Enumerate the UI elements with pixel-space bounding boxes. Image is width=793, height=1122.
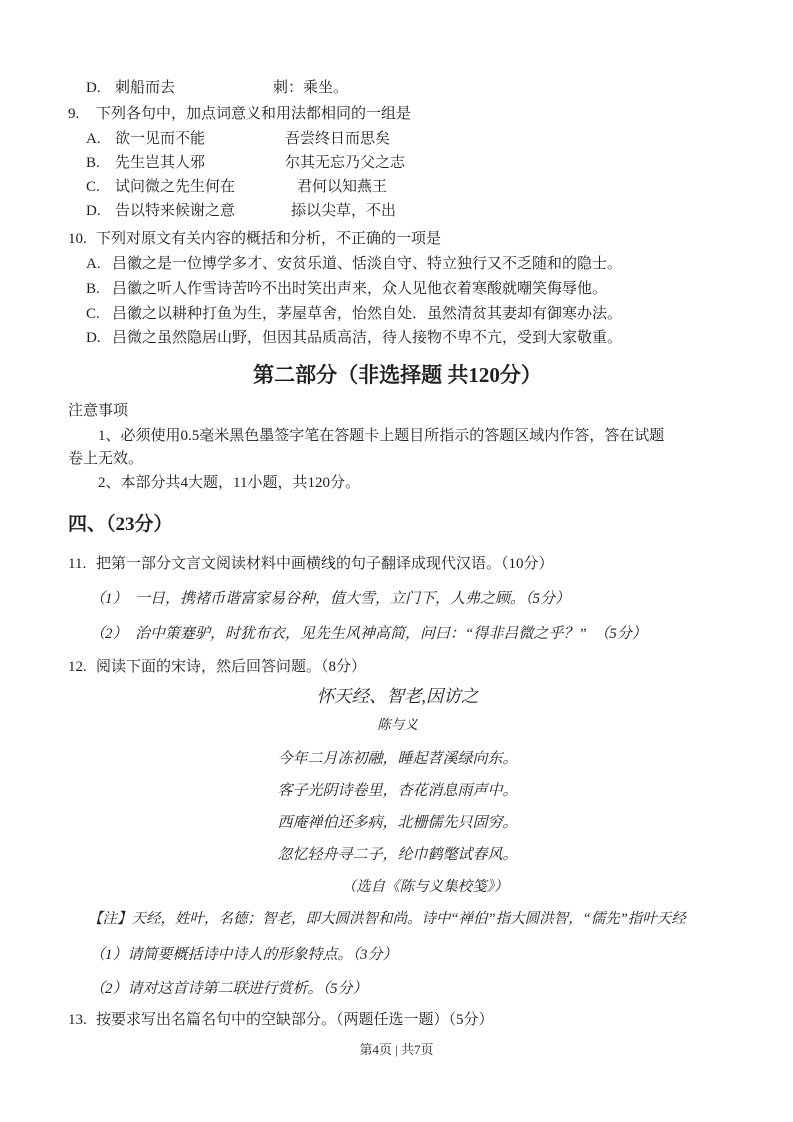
option-text: 吕徽之以耕种打鱼为生，茅屋草舍，怡然自处．虽然清贫其妻却有御寒办法。 [112, 306, 623, 322]
option-label: A. [86, 131, 101, 147]
poem-line-1: 今年二月冻初融，睡起苕溪绿向东。 [277, 751, 518, 767]
option-label: A. [86, 256, 101, 272]
notice-item-1-line-1: 1、必须使用0.5毫米黑色墨签字笔在答题卡上题目所指示的答题区域内作答，答在试题 [98, 427, 665, 444]
poem-note: 【注】天经，姓叶，名德；智老，即大圆洪智和尚。诗中“禅伯”指大圆洪智，“儒先”指叶天经 [88, 911, 686, 927]
option-label: D. [86, 203, 101, 219]
question-text: 阅读下面的宋诗，然后回答问题。（8分） [96, 659, 367, 675]
question-text: 把第一部分文言文阅读材料中画横线的句子翻译成现代汉语。（10分） [96, 556, 554, 572]
option-right: 尔其无忘乃父之志 [285, 155, 406, 171]
poem-title: 怀天经、智老,因访之 [316, 686, 479, 706]
question-number: 9. [68, 106, 80, 122]
option-text: 吕微之虽然隐居山野，但因其品质高洁，待人接物不卑不亢，受到大家敬重。 [112, 330, 623, 346]
q10-option-a [68, 253, 727, 276]
option-label: B. [86, 281, 100, 297]
poem-line-3: 西庵禅伯还多病，北栅儒先只固穷。 [277, 815, 518, 831]
option-right: 君何以知燕王 [297, 179, 388, 195]
option-right: 吾尝终日而思矣 [285, 131, 391, 147]
option-phrase: 刺船而去 [115, 80, 176, 96]
q12-sub-2: （2）请对这首诗第二联进行赏析。（5分） [90, 981, 368, 997]
poem-block [68, 683, 727, 898]
option-left: 欲一见而不能 [115, 131, 206, 147]
poem-line-2: 客子光阴诗卷里，杏花消息雨声中。 [277, 783, 518, 799]
poem-line-4: 忽忆轻舟寻二子，纶巾鹤氅试春风。 [277, 847, 518, 863]
question-number: 10. [68, 231, 87, 247]
q9-stem [68, 103, 727, 126]
option-left: 告以特来候谢之意 [115, 203, 236, 219]
option-left: 试问微之先生何在 [115, 179, 236, 195]
q11-sub-2: （2） 治中策蹇驴，时犹布衣，见先生风神高简，问曰：“得非吕微之乎？” （5分） [90, 626, 647, 642]
question-number: 11. [68, 556, 87, 572]
q11-stem [68, 553, 727, 576]
q9-option-c [68, 176, 727, 199]
option-label: C. [86, 179, 100, 195]
q9-option-b [68, 152, 727, 175]
q13-stem [68, 1009, 727, 1032]
option-label: D. [86, 330, 101, 346]
notice-heading: 注意事项 [68, 403, 129, 419]
option-gloss: 刺：乘坐。 [273, 80, 349, 96]
question-number: 13. [68, 1012, 87, 1028]
q12-sub-1: （1）请简要概括诗中诗人的形象特点。（3分） [90, 947, 398, 963]
option-left: 先生岂其人邪 [115, 155, 206, 171]
q12-stem [68, 656, 727, 679]
option-right: 掭以尖草，不出 [291, 203, 397, 219]
notice-item-1-line-2: 卷上无效。 [68, 451, 144, 467]
question-number: 12. [68, 659, 87, 675]
page-footer: 第4页 | 共7页 [359, 1042, 434, 1057]
option-text: 吕徽之听人作雪诗苦吟不出时笑出声来，众人见他衣着寒酸就嘲笑侮辱他。 [112, 281, 608, 297]
option-label: C. [86, 306, 100, 322]
question-text: 下列对原文有关内容的概括和分析，不正确的一项是 [96, 231, 442, 247]
notice-item-2: 2、本部分共4大题，11小题，共120分。 [98, 474, 360, 491]
q11-sub-1: （1） 一日，携褚币谐富家易谷种，值大雪，立门下，人弗之顾。（5分） [90, 591, 571, 607]
section4-title: 四、（23分） [68, 514, 173, 535]
q9-option-d [68, 200, 727, 223]
q8-option-d [68, 77, 727, 100]
q10-option-b [68, 278, 727, 301]
question-text: 按要求写出名篇名句中的空缺部分。（两题任选一题）（5分） [96, 1012, 494, 1028]
option-text: 吕徽之是一位博学多才、安贫乐道、恬淡自守、特立独行又不乏随和的隐士。 [112, 256, 623, 272]
option-label: D. [86, 80, 101, 96]
question-text: 下列各句中，加点词意义和用法都相同的一组是 [96, 106, 412, 122]
q10-option-c [68, 303, 727, 326]
poem-author: 陈与义 [377, 717, 418, 732]
part2-title: 第二部分（非选择题 共120分） [253, 363, 542, 387]
q10-stem [68, 228, 727, 251]
option-label: B. [86, 155, 100, 171]
poem-source: （选自《陈与义集校笺》） [341, 879, 509, 895]
q10-option-d [68, 327, 727, 350]
q9-option-a [68, 128, 727, 151]
